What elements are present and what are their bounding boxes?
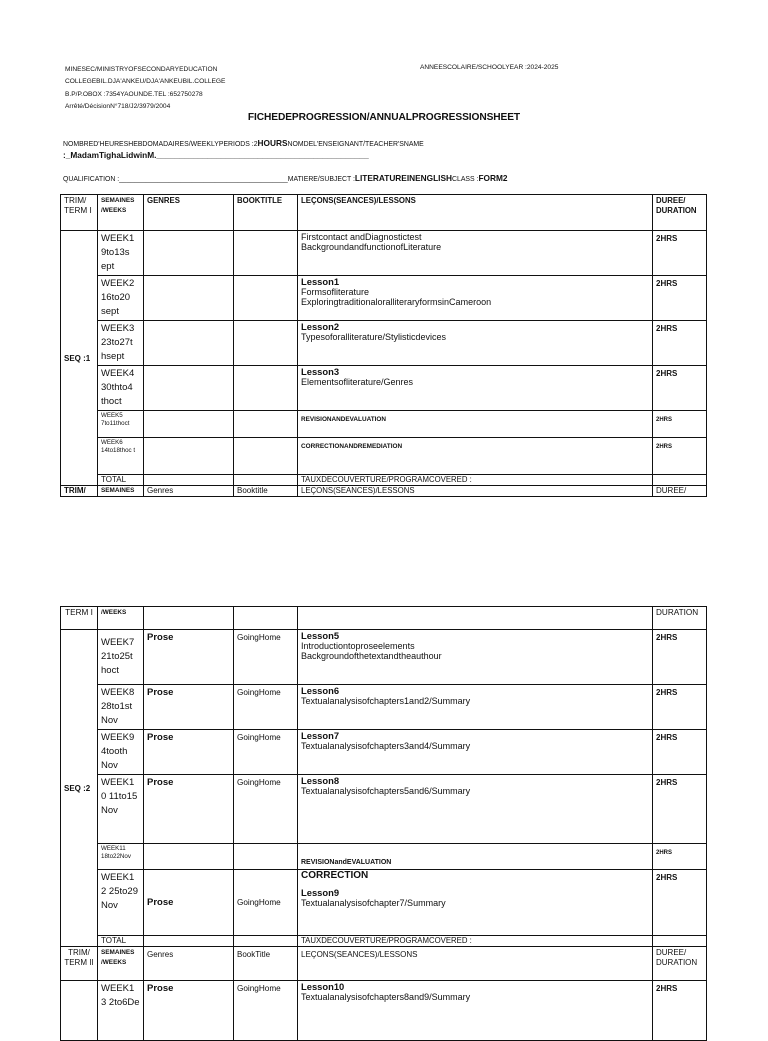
- genre-cell: [144, 231, 234, 276]
- lesson-cell: [298, 366, 653, 411]
- header-trim: TRIM/ TERM II: [61, 947, 98, 981]
- progression-table-term1: [60, 194, 707, 497]
- week-cell: WEEK2 16to20 sept: [98, 276, 144, 321]
- genre-cell: [144, 438, 234, 475]
- duration-cell: 2HRS: [653, 438, 707, 475]
- header-trim: TRIM/ TERM I: [61, 195, 98, 231]
- table-footer-row: [61, 486, 707, 497]
- lesson-cell: [298, 231, 653, 276]
- lesson-title: Lesson2: [301, 321, 340, 332]
- periods-value: HOURS: [257, 138, 288, 148]
- total-row: [61, 475, 707, 486]
- genre-cell: Prose: [144, 981, 234, 1041]
- lesson-desc: Textualanalysisofchapter7/Summary: [301, 898, 446, 908]
- week-cell: WEEK1 0 11to15 Nov: [98, 775, 144, 844]
- book-cell: [234, 438, 298, 475]
- genre-cell: Prose: [144, 685, 234, 730]
- qualification-label: QUALIFICATION :____________________________________________MATIERE/SUBJECT :: [63, 176, 355, 183]
- table-row: [61, 630, 707, 685]
- lesson-desc: Introductiontoproseelements Backgroundofthetextandtheauthour: [301, 641, 442, 661]
- book-cell: [234, 411, 298, 438]
- lesson-desc: Textualanalysisofchapters3and4/Summary: [301, 741, 471, 751]
- header-weeks: SEMAINES /WEEKS: [98, 947, 144, 981]
- table-row: [61, 411, 707, 438]
- table-row: [61, 730, 707, 775]
- lesson-desc: Textualanalysisofchapters1and2/Summary: [301, 696, 471, 706]
- coverage-label: TAUXDECOUVERTURE/PROGRAMCOVERED :: [298, 936, 653, 947]
- footer-trim: TRIM/: [61, 486, 98, 497]
- genre-cell: Prose: [144, 730, 234, 775]
- week-cell: WEEK1 2 25to29 Nov: [98, 870, 144, 936]
- book-cell: GoingHome: [234, 775, 298, 844]
- lesson-caps: REVISIONANDEVALUATION: [301, 416, 386, 423]
- duration-cell: 2HRS: [653, 730, 707, 775]
- book-cell: GoingHome: [234, 870, 298, 936]
- lesson-desc: Firstcontact andDiagnostictest BackgroundandfunctionofLiterature: [301, 232, 442, 252]
- table-row: [61, 981, 707, 1041]
- lesson-desc: Formsofliterature ExploringtraditionaloralliteraryformsinCameroon: [301, 287, 492, 307]
- subject-value: LITERATUREINENGLISH: [354, 173, 453, 183]
- week-cell: WEEK3 23to27t hsept: [98, 321, 144, 366]
- book-cell: [234, 276, 298, 321]
- lesson-desc: Textualanalysisofchapters8and9/Summary: [301, 992, 471, 1002]
- lesson-cell: [298, 870, 653, 936]
- book-cell: [234, 231, 298, 276]
- week-cell: WEEK11 18to22Nov: [98, 844, 144, 870]
- header-booktitle: BOOKTITLE: [234, 195, 298, 231]
- lesson-caps: REVISIONandEVALUATION: [301, 859, 392, 866]
- lesson-title: Lesson9: [301, 887, 340, 898]
- header-duration: DUREE/ DURATION: [653, 195, 707, 231]
- footer-genres: Genres: [144, 486, 234, 497]
- progression-table-term1-seq2: [60, 606, 707, 1041]
- header-line: Arrêté/DécisionN°718/J2/3979/2004: [65, 103, 171, 111]
- header-lessons: LEÇONS(SEANCES)/LESSONS: [298, 195, 653, 231]
- week-cell: WEEK1 3 2to6De: [98, 981, 144, 1041]
- table-row: [61, 321, 707, 366]
- lesson-desc: Textualanalysisofchapters5and6/Summary: [301, 786, 471, 796]
- sequence-label: SEQ :1: [61, 231, 98, 486]
- school-header: [65, 64, 225, 114]
- lesson-cell: [298, 844, 653, 870]
- genre-cell: [144, 844, 234, 870]
- book-cell: [234, 366, 298, 411]
- header-genres: GENRES: [144, 195, 234, 231]
- lesson-title: Lesson1: [301, 276, 340, 287]
- duration-cell: 2HRS: [653, 411, 707, 438]
- week-cell: WEEK5 7to11thoct: [98, 411, 144, 438]
- sequence-label: SEQ :2: [61, 630, 98, 947]
- header-trim: TERM I: [61, 607, 98, 630]
- header-line: MINESEC/MINISTRYOFSECONDARYEDUCATION: [65, 66, 218, 73]
- genre-cell: [144, 366, 234, 411]
- book-cell: GoingHome: [234, 981, 298, 1041]
- info-qualification: [63, 173, 508, 183]
- lesson-desc: Typesoforalliterature/Stylisticdevices: [301, 332, 447, 342]
- header-line: COLLEGEBIL.DJA'ANKEU/DJA'ANKEUBIL.COLLEGE: [65, 78, 226, 86]
- lesson-cell: [298, 730, 653, 775]
- lesson-title: Lesson3: [301, 366, 340, 377]
- teacher-value: :_MadamTighaLidwinM.______________________________________________: [63, 150, 369, 160]
- header-lessons: LEÇONS(SEANCES)/LESSONS: [298, 947, 653, 981]
- book-cell: [234, 321, 298, 366]
- header-genres: Genres: [144, 947, 234, 981]
- coverage-label: TAUXDECOUVERTURE/PROGRAMCOVERED :: [298, 475, 653, 486]
- header-weeks: SEMAINES /WEEKS: [98, 195, 144, 231]
- genre-cell: Prose: [144, 870, 234, 936]
- genre-cell: Prose: [144, 775, 234, 844]
- class-label: CLASS :: [452, 176, 479, 183]
- table-row: [61, 685, 707, 730]
- school-year: ANNEESCOLAIRE/SCHOOLYEAR :2024-2025: [420, 64, 559, 71]
- lesson-caps: CORRECTIONANDREMEDIATION: [301, 443, 403, 450]
- genre-cell: [144, 321, 234, 366]
- table-header-row: [61, 607, 707, 630]
- lesson-cell: [298, 981, 653, 1041]
- week-cell: WEEK9 4tooth Nov: [98, 730, 144, 775]
- header-duration: DUREE/ DURATION: [653, 947, 707, 981]
- term2-header-row: [61, 947, 707, 981]
- total-label: TOTAL: [98, 475, 144, 486]
- week-cell: WEEK8 28to1st Nov: [98, 685, 144, 730]
- footer-weeks: SEMAINES: [98, 486, 144, 497]
- lesson-cell: [298, 775, 653, 844]
- duration-cell: 2HRS: [653, 276, 707, 321]
- lesson-cell: [298, 438, 653, 475]
- duration-cell: 2HRS: [653, 231, 707, 276]
- genre-cell: Prose: [144, 630, 234, 685]
- week-cell: WEEK6 14to18thoc t: [98, 438, 144, 475]
- duration-cell: 2HRS: [653, 685, 707, 730]
- week-cell: WEEK1 9to13s ept: [98, 231, 144, 276]
- teacher-label: NOMDEL'ENSEIGNANT/TEACHER'SNAME: [287, 141, 424, 148]
- lesson-cell: [298, 321, 653, 366]
- duration-cell: 2HRS: [653, 775, 707, 844]
- lesson-title: Lesson10: [301, 981, 345, 992]
- table-header-row: [61, 195, 707, 231]
- genre-cell: [144, 276, 234, 321]
- book-cell: GoingHome: [234, 630, 298, 685]
- table-row: [61, 366, 707, 411]
- lesson-title: Lesson6: [301, 685, 340, 696]
- header-booktitle: BookTitle: [234, 947, 298, 981]
- duration-cell: 2HRS: [653, 870, 707, 936]
- duration-cell: 2HRS: [653, 630, 707, 685]
- table-row: [61, 231, 707, 276]
- total-row: [61, 936, 707, 947]
- lesson-cell: [298, 630, 653, 685]
- periods-label: NOMBRED'HEURESHEBDOMADAIRES/WEEKLYPERIODS :2: [63, 141, 258, 148]
- lesson-title: Lesson7: [301, 730, 340, 741]
- header-line: B.P/P.OBOX :7354YAOUNDE.TEL :652750278: [65, 90, 203, 98]
- total-label: TOTAL: [98, 936, 144, 947]
- lesson-title: Lesson5: [301, 630, 340, 641]
- page-title: FICHEDEPROGRESSION/ANNUALPROGRESSIONSHEET: [247, 112, 521, 123]
- lesson-title: Lesson8: [301, 775, 340, 786]
- duration-cell: 2HRS: [653, 366, 707, 411]
- class-value: FORM2: [478, 173, 508, 183]
- book-cell: GoingHome: [234, 685, 298, 730]
- footer-duration: DUREE/: [653, 486, 707, 497]
- lesson-cell: [298, 685, 653, 730]
- lesson-cell: [298, 411, 653, 438]
- week-cell: WEEK7 21to25t hoct: [98, 630, 144, 685]
- footer-lessons: LEÇONS(SEANCES)/LESSONS: [298, 486, 653, 497]
- header-weeks: /WEEKS: [98, 607, 144, 630]
- duration-cell: 2HRS: [653, 321, 707, 366]
- footer-booktitle: Booktitle: [234, 486, 298, 497]
- genre-cell: [144, 411, 234, 438]
- table-row: [61, 438, 707, 475]
- header-duration: DURATION: [653, 607, 707, 630]
- info-periods-teacher: [63, 138, 424, 162]
- table-row: [61, 775, 707, 844]
- book-cell: [234, 844, 298, 870]
- lesson-cell: [298, 276, 653, 321]
- table-row: [61, 276, 707, 321]
- table-row: [61, 844, 707, 870]
- duration-cell: 2HRS: [653, 844, 707, 870]
- lesson-pre: CORRECTION: [301, 870, 369, 881]
- lesson-desc: Elementsofliterature/Genres: [301, 377, 414, 387]
- table-row: [61, 870, 707, 936]
- week-cell: WEEK4 30thto4 thoct: [98, 366, 144, 411]
- book-cell: GoingHome: [234, 730, 298, 775]
- duration-cell: 2HRS: [653, 981, 707, 1041]
